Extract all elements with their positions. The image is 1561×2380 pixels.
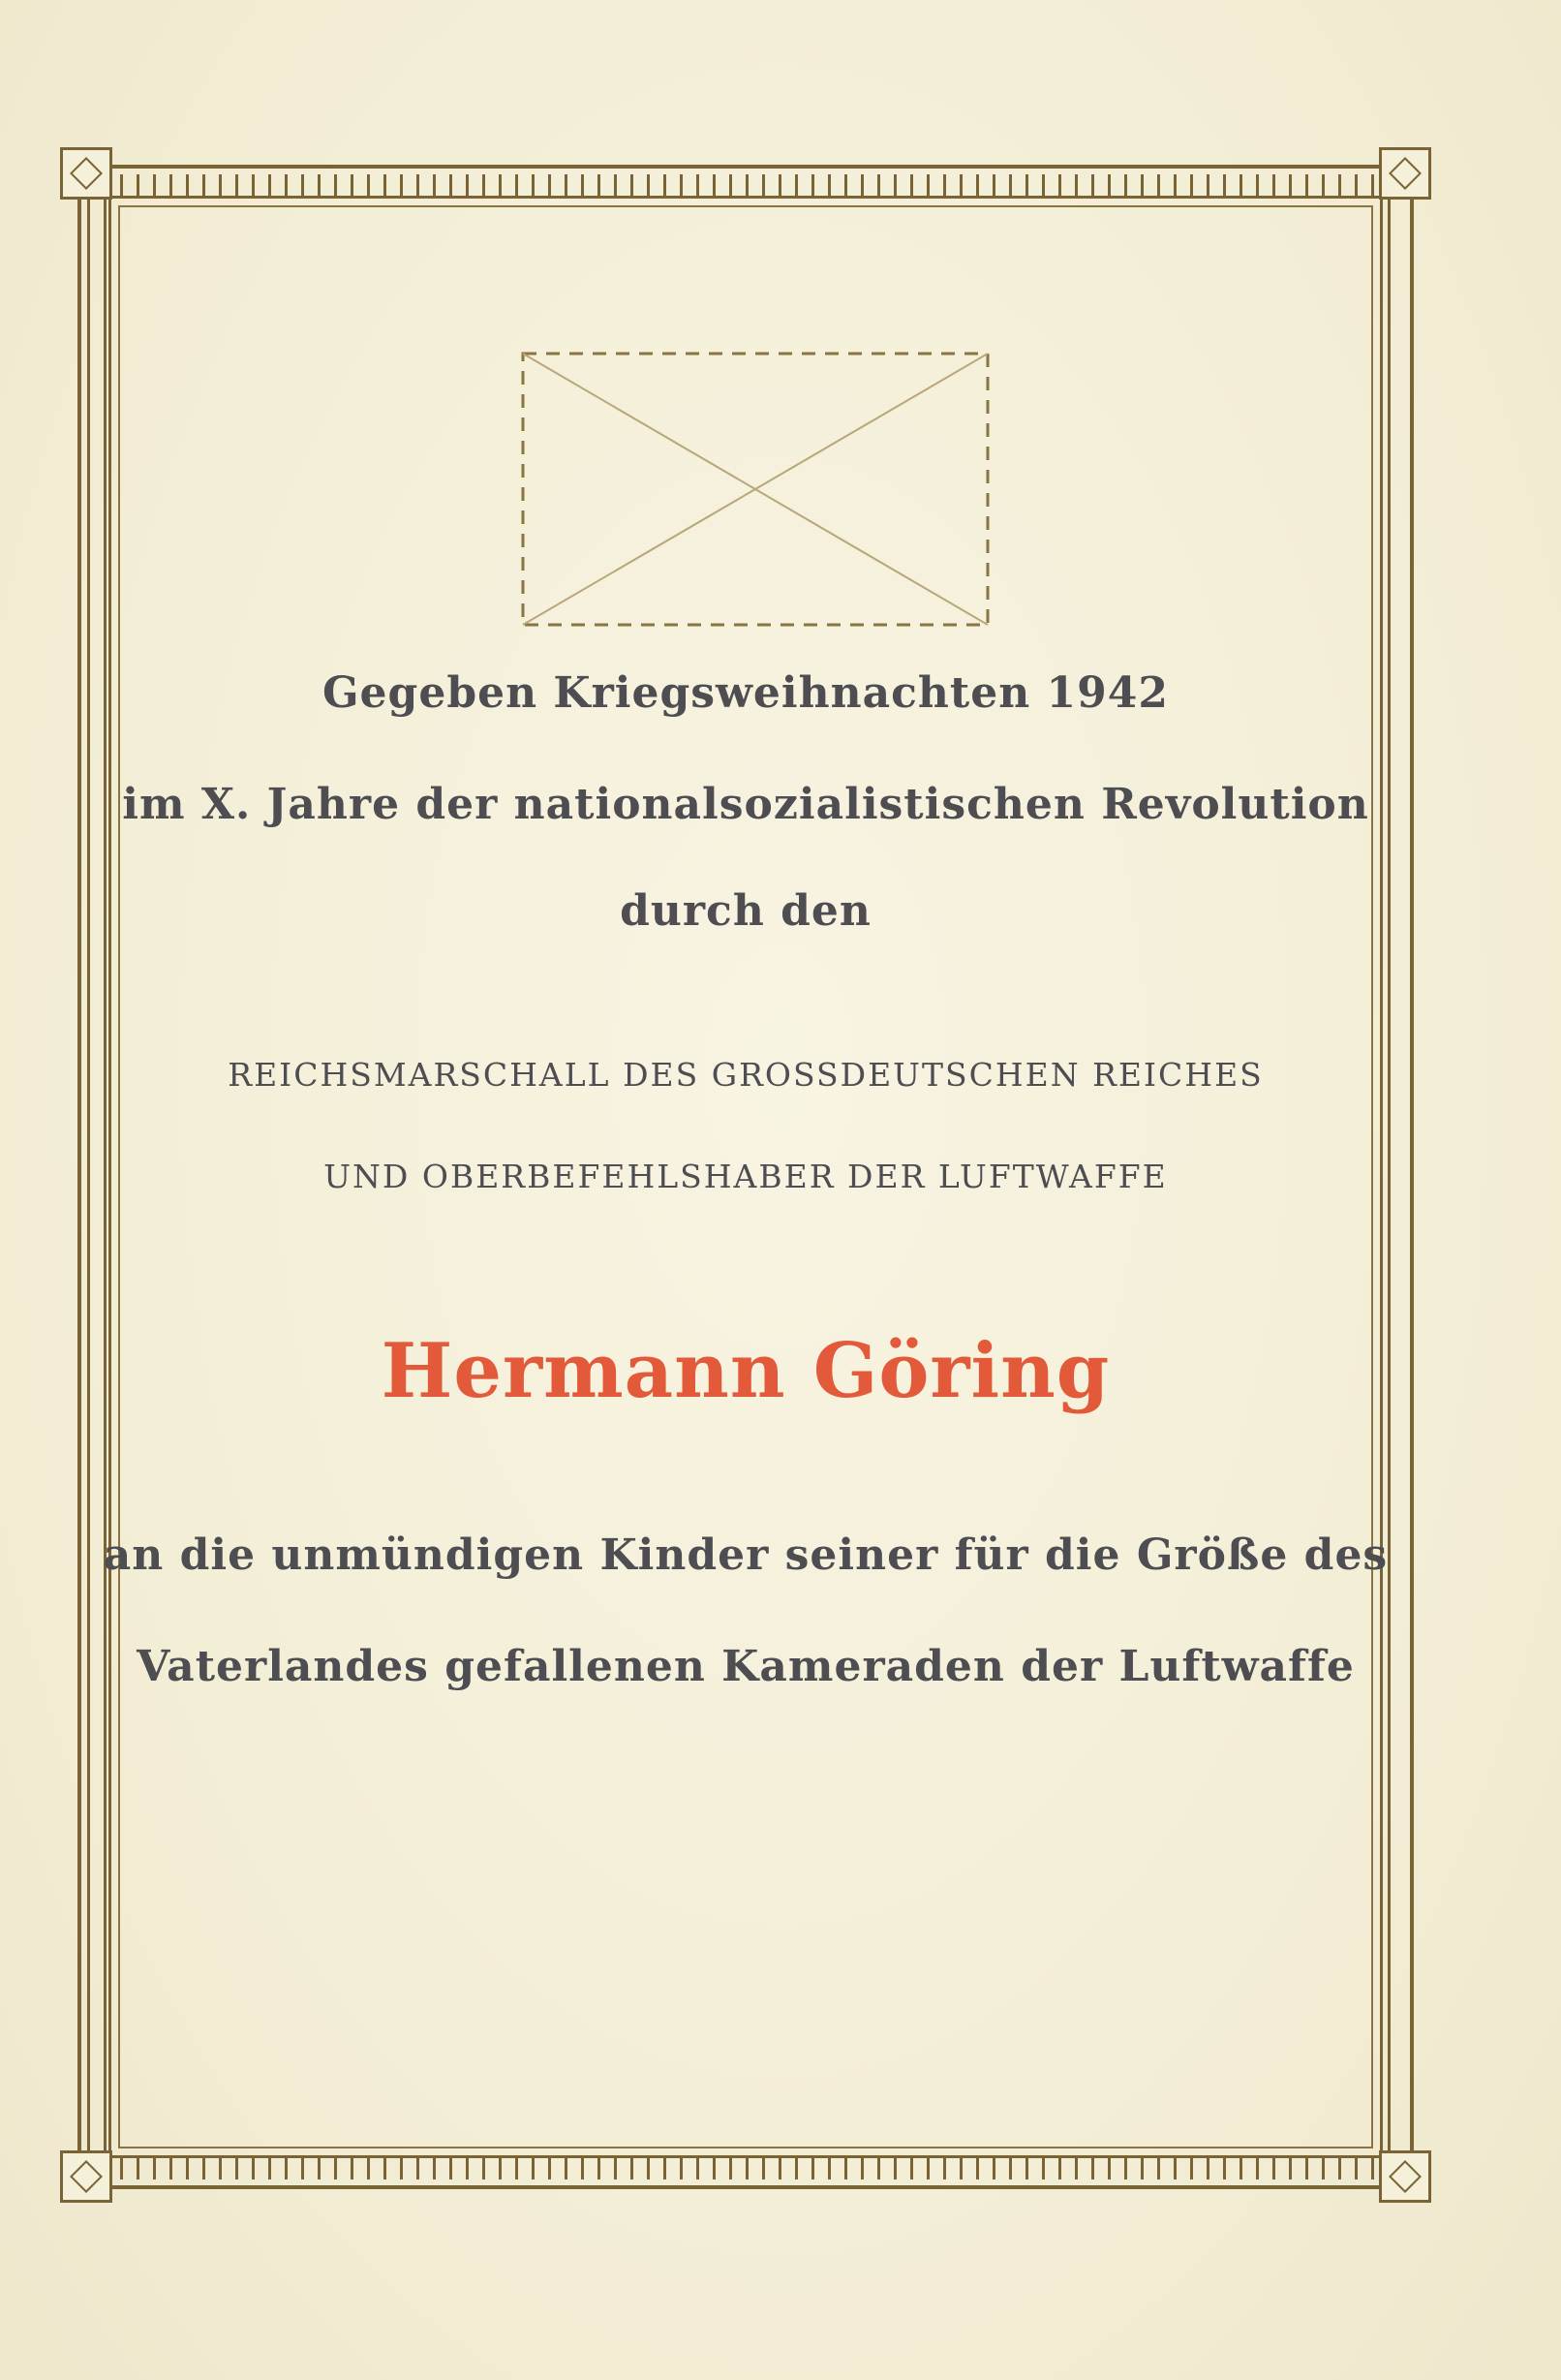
emblem-placeholder-icon: [484, 344, 1026, 634]
dedication-line-2: Vaterlandes gefallenen Kameraden der Luftwaffe: [137, 1642, 1355, 1691]
year-line: im X. Jahre der nationalsozialistischen Revolution: [122, 780, 1369, 829]
corner-ornament-icon: [1379, 147, 1431, 200]
corner-ornament-icon: [60, 147, 112, 200]
name-line: Hermann Göring: [381, 1327, 1111, 1415]
by-line: durch den: [620, 886, 872, 936]
title-line-2: UND OBERBEFEHLSHABER DER LUFTWAFFE: [323, 1158, 1168, 1195]
corner-ornament-icon: [1379, 2150, 1431, 2203]
dedication-line-1: an die unmündigen Kinder seiner für die Größe des: [103, 1530, 1389, 1580]
given-line: Gegeben Kriegsweihnachten 1942: [321, 668, 1169, 718]
corner-ornament-icon: [60, 2150, 112, 2203]
title-line-1: REICHSMARSCHALL DES GROSSDEUTSCHEN REICHES: [228, 1056, 1264, 1094]
